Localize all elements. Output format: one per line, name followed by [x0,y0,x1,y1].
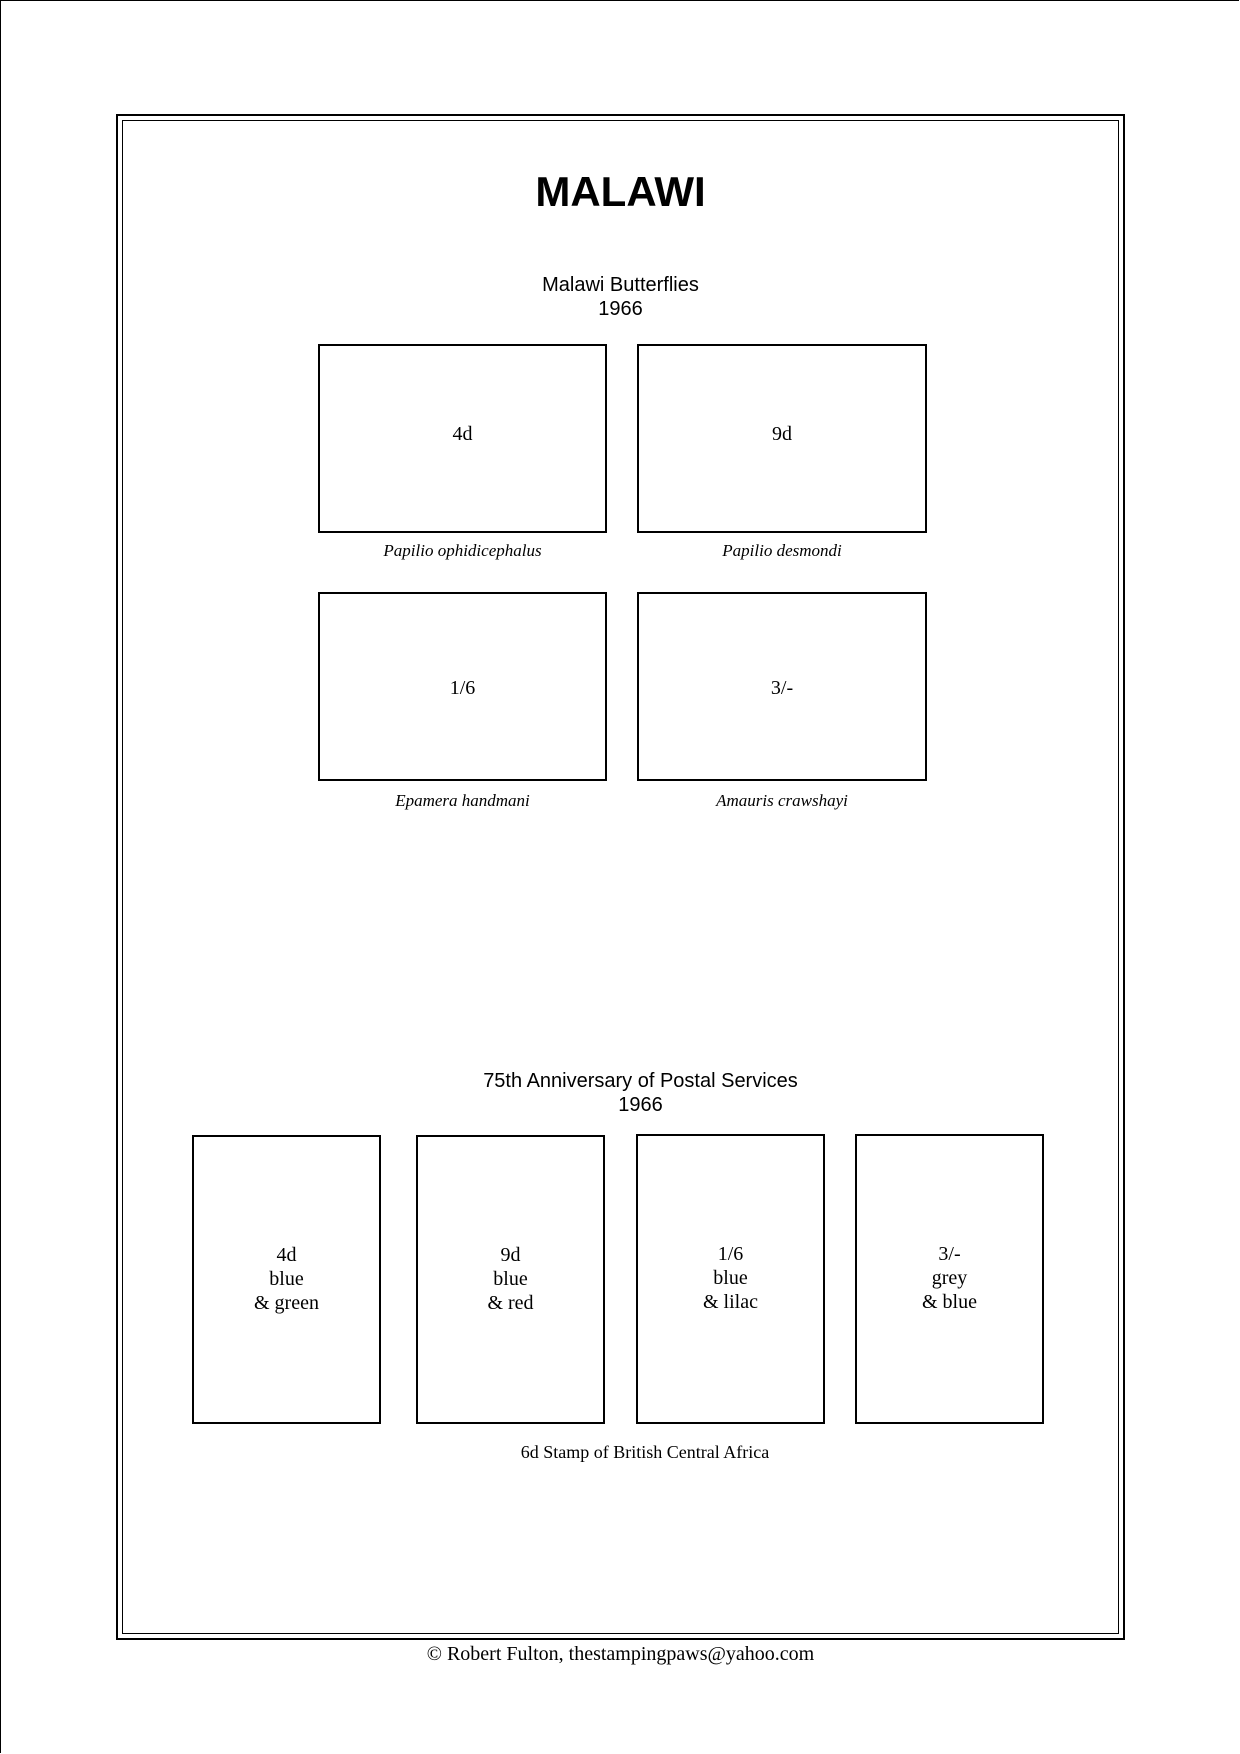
set-year: 1966 [598,298,643,320]
stamp-caption: Papilio ophidicephalus [383,541,542,560]
set-name: Malawi Butterflies [542,274,699,296]
stamp-color: blue [713,1267,748,1289]
stamp-caption: Amauris crawshayi [716,791,848,810]
stamp-space [416,1135,605,1424]
stamp-denomination: 1/6 [449,677,476,699]
stamp-denomination-colors [857,1242,1042,1314]
stamp-denomination-colors [194,1243,379,1315]
stamp-space [636,1134,825,1424]
stamp-color: & lilac [703,1291,758,1313]
set-heading-butterflies [116,273,1125,321]
stamp-caption: Epamera handmani [395,791,530,810]
stamp-denomination-colors [418,1243,603,1315]
set-heading-postal [136,1069,1145,1117]
stamp-denomination: 3/- [770,677,794,699]
set-note: 6d Stamp of British Central Africa [520,1442,770,1462]
stamp-space [637,592,927,781]
stamp-denomination: 3/- [938,1243,961,1265]
stamp-denomination: 9d [500,1244,521,1266]
stamp-color: & red [487,1292,534,1314]
stamp-denomination: 1/6 [717,1243,744,1265]
stamp-denomination: 4d [452,423,473,445]
stamp-denomination: 4d [276,1244,297,1266]
stamp-space [318,592,607,781]
stamp-space [318,344,607,533]
stamp-color: & blue [922,1291,977,1313]
stamp-denomination-colors [638,1242,823,1314]
stamp-color: blue [493,1268,528,1290]
stamp-color: blue [269,1268,304,1290]
stamp-denomination: 9d [772,423,792,445]
copyright-footer: © Robert Fulton, thestampingpaws@yahoo.com [426,1643,815,1665]
stamp-space [192,1135,381,1424]
set-year: 1966 [618,1094,663,1116]
stamp-color: grey [931,1267,968,1289]
stamp-caption: Papilio desmondi [722,541,842,560]
stamp-space [637,344,927,533]
stamp-color: & green [254,1292,319,1314]
stamp-space [855,1134,1044,1424]
set-name: 75th Anniversary of Postal Services [483,1070,798,1092]
page-title: MALAWI [535,168,706,215]
